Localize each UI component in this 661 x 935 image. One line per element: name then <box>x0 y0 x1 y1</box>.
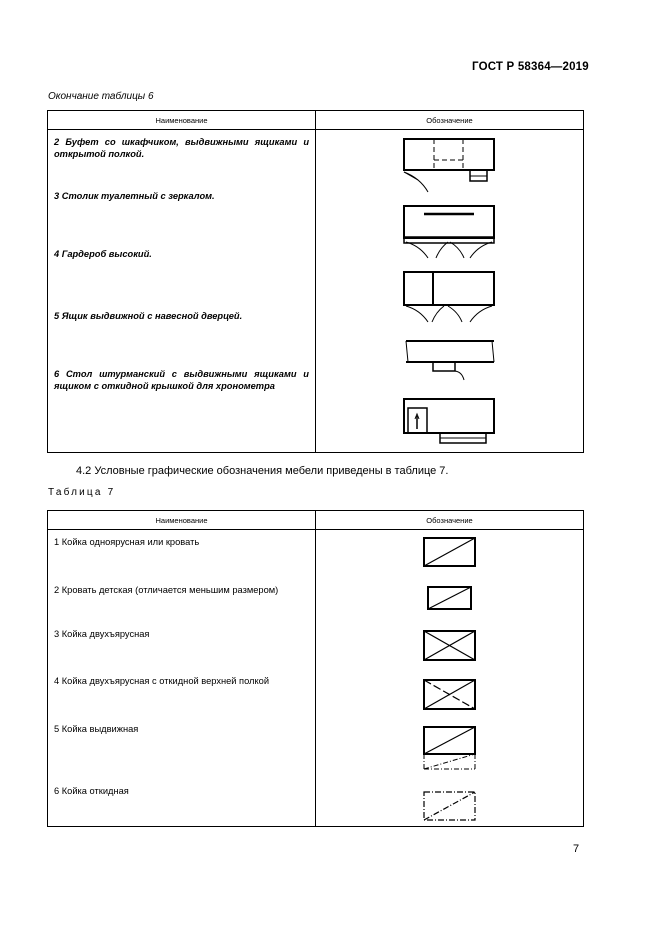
table6-row-2-name: 2 Буфет со шкафчиком, выдвижными ящиками и открытой полкой. <box>54 137 309 159</box>
bunk-bed-symbol <box>424 631 475 660</box>
page-number: 7 <box>573 843 580 855</box>
table7-row-5-name: 5 Койка выдвижная <box>54 724 139 734</box>
table6-row-3-name: 3 Столик туалетный с зеркалом. <box>54 191 215 201</box>
table6-row-5-name: 5 Ящик выдвижной с навесной дверцей. <box>54 311 243 321</box>
pullout-bed-symbol <box>424 727 475 769</box>
table7-caption: Таблица 7 <box>48 487 116 498</box>
table6-caption: Окончание таблицы 6 <box>48 91 154 102</box>
table7-row-3-name: 3 Койка двухъярусная <box>54 629 150 639</box>
table7-row-4-name: 4 Койка двухъярусная с откидной верхней полкой <box>54 676 270 686</box>
standard-number: ГОСТ Р 58364—2019 <box>472 61 589 73</box>
paragraph-4-2: 4.2 Условные графические обозначения мебели приведены в таблице 7. <box>76 465 449 477</box>
single-bed-symbol <box>424 538 475 566</box>
table7-row-1-name: 1 Койка одноярусная или кровать <box>54 537 200 547</box>
table6-row-6-name: 6 Стол штурманский с выдвижными ящиками и ящиком с откидной крышкой для хронометра <box>54 369 309 391</box>
bunk-bed-folding-symbol <box>424 680 475 709</box>
table7-row-6-name: 6 Койка откидная <box>54 786 129 796</box>
table6-row-4-name: 4 Гардероб высокий. <box>54 249 152 259</box>
table7-row-2-name: 2 Кровать детская (отличается меньшим размером) <box>54 585 279 595</box>
table7-col-name: Наименование <box>48 511 316 530</box>
table7-col-symbol: Обозначение <box>316 511 584 530</box>
table6-col-symbol: Обозначение <box>316 111 584 130</box>
table6-col-name: Наименование <box>48 111 316 130</box>
child-bed-symbol <box>428 587 471 609</box>
folding-bed-symbol <box>424 792 475 820</box>
